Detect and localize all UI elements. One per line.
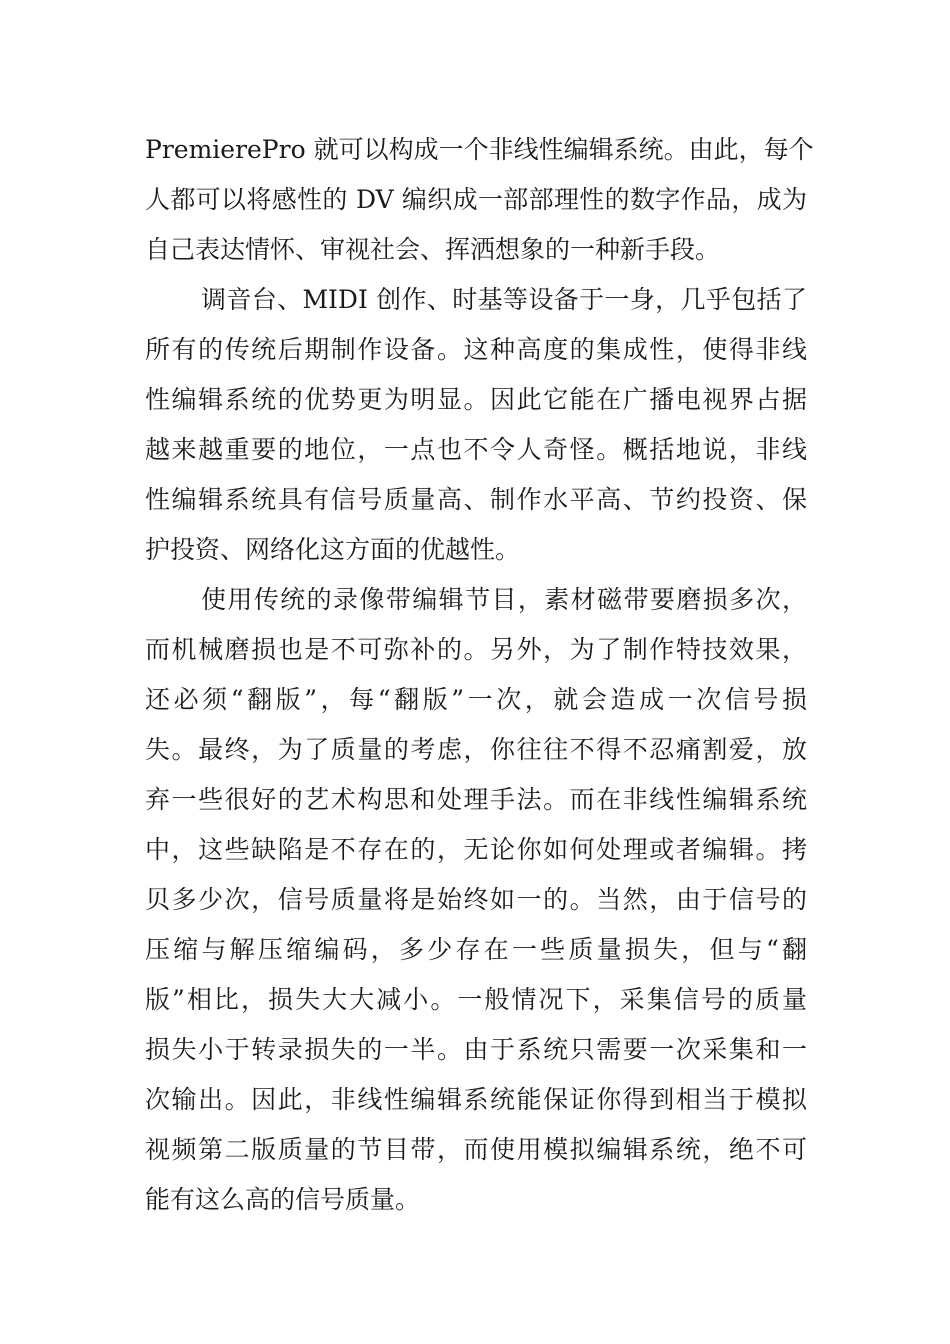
text-line: 压缩与解压缩编码，多少存在一些质量损失，但与“翻 (145, 935, 807, 964)
text-line: 次输出。因此，非线性编辑系统能保证你得到相当于模拟 (145, 1085, 807, 1114)
paragraph-3 (145, 575, 807, 1225)
text-line: 性编辑系统具有信号质量高、制作水平高、节约投资、保 (145, 485, 807, 514)
paragraph-2 (145, 275, 807, 575)
text-line: 弃一些很好的艺术构思和处理手法。而在非线性编辑系统 (145, 785, 807, 814)
text-line: 而机械磨损也是不可弥补的。另外，为了制作特技效果， (145, 635, 807, 664)
text-line: 越来越重要的地位，一点也不令人奇怪。概括地说，非线 (145, 435, 807, 464)
text-line: 自己表达情怀、审视社会、挥洒想象的一种新手段。 (145, 235, 721, 264)
text-line: 护投资、网络化这方面的优越性。 (145, 535, 521, 564)
text-line: 失。最终，为了质量的考虑，你往往不得不忍痛割爱，放 (145, 735, 807, 764)
text-line: 所有的传统后期制作设备。这种高度的集成性，使得非线 (145, 335, 807, 364)
text-line: 视频第二版质量的节目带，而使用模拟编辑系统，绝不可 (145, 1135, 807, 1164)
document-body (145, 125, 814, 1225)
text-line: 中，这些缺陷是不存在的，无论你如何处理或者编辑。拷 (145, 835, 807, 864)
text-line: PremierePro 就可以构成一个非线性编辑系统。由此，每个 (145, 135, 814, 164)
text-line: 损失小于转录损失的一半。由于系统只需要一次采集和一 (145, 1035, 807, 1064)
text-line: 调音台、MIDI 创作、时基等设备于一身，几乎包括了 (201, 285, 807, 314)
text-line: 贝多少次，信号质量将是始终如一的。当然，由于信号的 (145, 885, 807, 914)
text-line: 使用传统的录像带编辑节目，素材磁带要磨损多次， (201, 585, 807, 614)
text-line: 版”相比，损失大大减小。一般情况下，采集信号的质量 (145, 985, 807, 1014)
text-line: 性编辑系统的优势更为明显。因此它能在广播电视界占据 (145, 385, 807, 414)
text-line: 能有这么高的信号质量。 (145, 1185, 421, 1214)
text-line: 还必须“翻版”，每“翻版”一次，就会造成一次信号损 (145, 685, 807, 714)
text-line: 人都可以将感性的 DV 编织成一部部理性的数字作品，成为 (145, 185, 807, 214)
paragraph-1 (145, 125, 814, 275)
